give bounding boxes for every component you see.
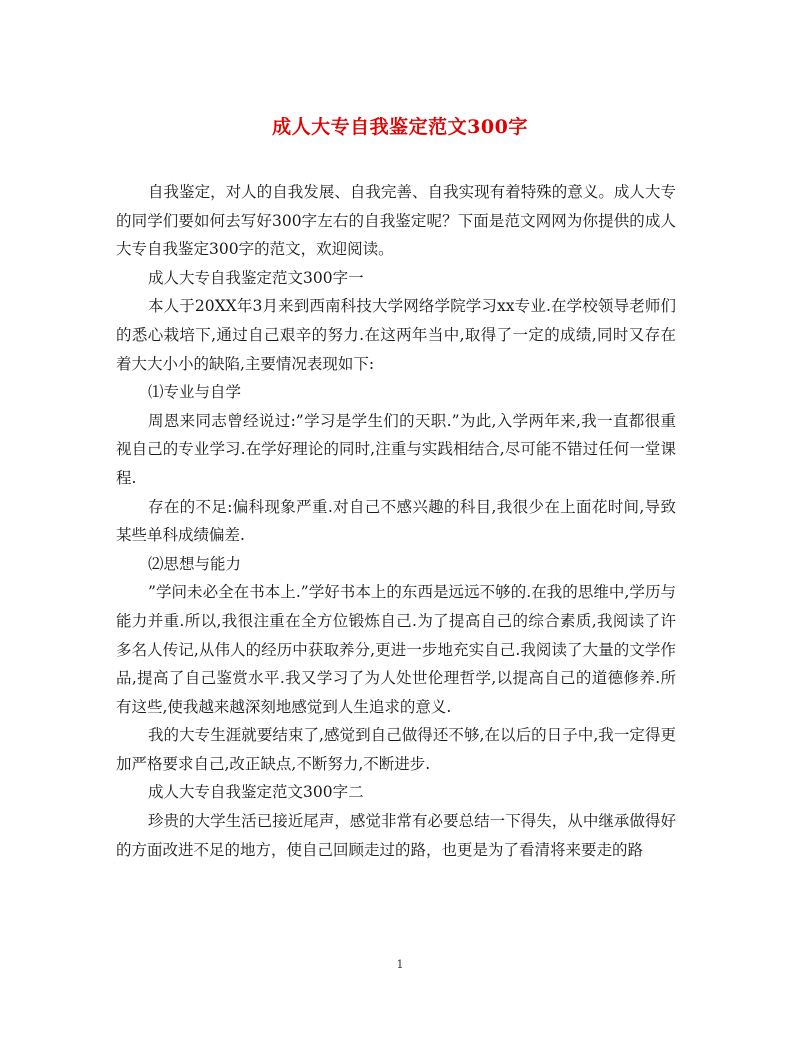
- section-heading-1: 成人大专自我鉴定范文300字一: [148, 268, 364, 287]
- body-paragraph: 存在的不足:偏科现象严重.对自己不感兴趣的科目,我很少在上面花时间,导致某些单科成绩偏差.: [116, 497, 676, 545]
- subsection-heading: ⑴专业与自学: [148, 383, 242, 402]
- section-heading-2: 成人大专自我鉴定范文300字二: [148, 783, 364, 802]
- subsection-heading: ⑵思想与能力: [148, 554, 242, 573]
- body-paragraph: 珍贵的大学生活已接近尾声，感觉非常有必要总结一下得失，从中继承做得好的方面改进不足的地方，使自己回顾走过的路，也更是为了看清将来要走的路: [116, 812, 676, 859]
- document-title: 成人大专自我鉴定范文300字: [272, 116, 528, 138]
- body-paragraph: 我的大专生涯就要结束了,感觉到自己做得还不够,在以后的日子中,我一定得更加严格要求自己,改正缺点,不断努力,不断进步.: [116, 726, 676, 773]
- body-paragraph: 周恩来同志曾经说过:”学习是学生们的天职.”为此,入学两年来,我一直都很重视自己的专业学习.在学好理论的同时,注重与实践相结合,尽可能不错过任何一堂课程.: [116, 411, 676, 487]
- page-number: 1: [396, 958, 404, 971]
- document-body: [116, 178, 676, 864]
- body-paragraph: ”学问未必全在书本上.”学好书本上的东西是远远不够的.在我的思维中,学历与能力并重.所以,我很注重在全方位锻炼自己.为了提高自己的综合素质,我阅读了许多名人传记,从伟人的经历中获取养分,更进一步地充实自己.我阅读了大量的文学作品,提高了自己鉴赏水平.我又学习了为人处世伦理哲学,以提高自己的道德修养.所有这些,使我越来越深刻地感觉到人生追求的意义.: [116, 583, 676, 716]
- body-paragraph: 本人于20XX年3月来到西南科技大学网络学院学习xx专业.在学校领导老师们的悉心栽培下,通过自己艰辛的努力.在这两年当中,取得了一定的成绩,同时又存在着大大小小的缺陷,主要情况表现如下:: [116, 297, 676, 373]
- intro-paragraph: 自我鉴定，对人的自我发展、自我完善、自我实现有着特殊的意义。成人大专的同学们要如何去写好300字左右的自我鉴定呢？下面是范文网网为你提供的成人大专自我鉴定300字的范文，欢迎阅读。: [116, 183, 676, 259]
